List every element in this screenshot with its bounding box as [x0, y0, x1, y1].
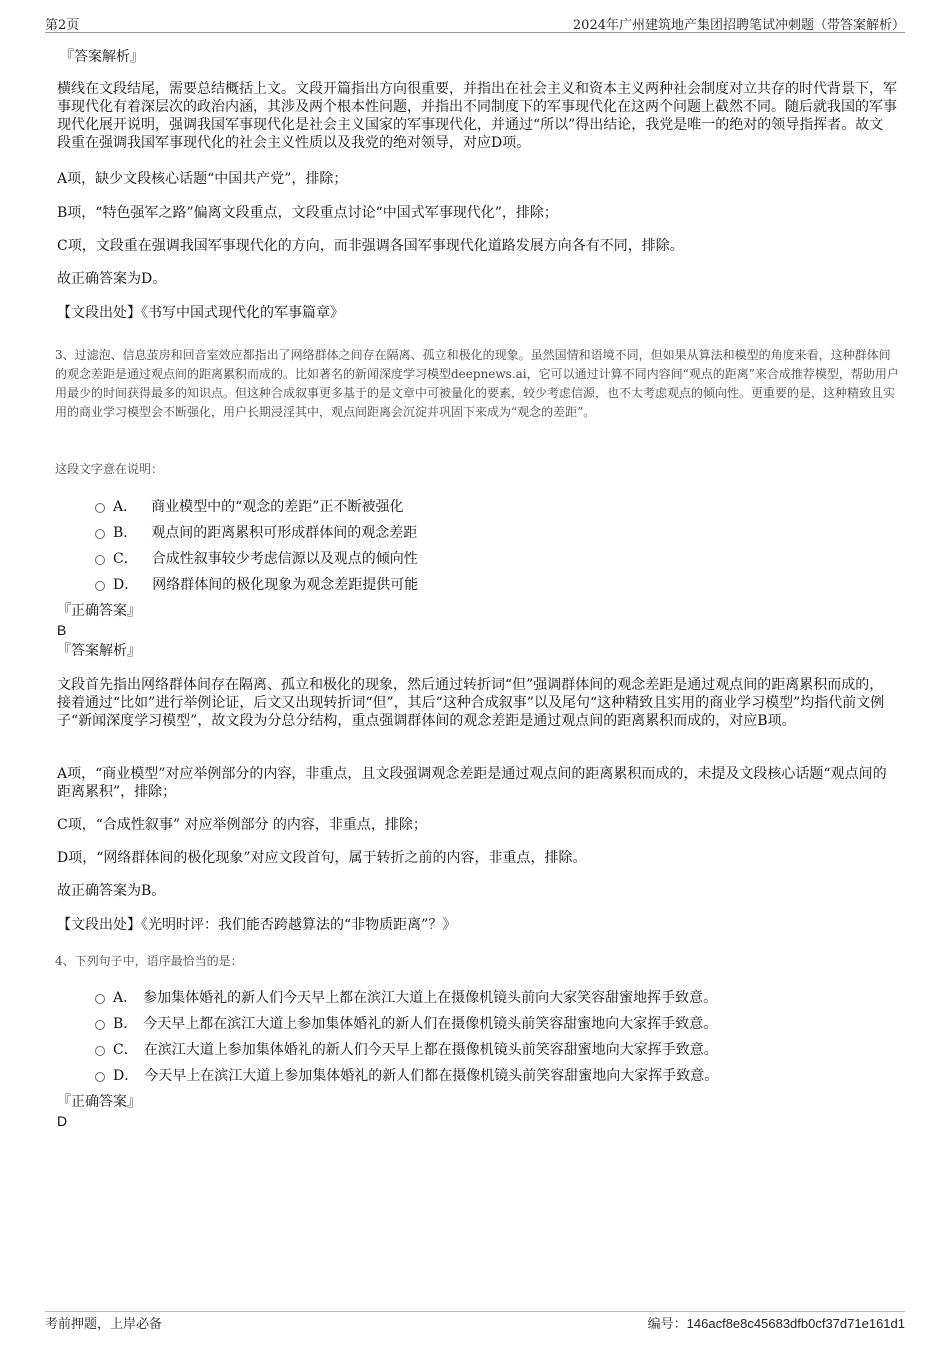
footer-divider [45, 1311, 905, 1312]
option-text: 参加集体婚礼的新人们今天早上都在滨江大道上在摄像机镜头前向大家笑容甜蜜地挥手致意。 [143, 990, 718, 1006]
document-title: 2024年广州建筑地产集团招聘笔试冲刺题（带答案解析） [572, 18, 905, 33]
analysis-label: 『答案解析』 [60, 49, 144, 65]
option-a-analysis: A项，缺少文段核心话题“中国共产党”，排除； [57, 171, 348, 187]
page-number: 第2页 [45, 18, 80, 33]
answer-label: 『正确答案』 [57, 603, 141, 619]
conclusion: 故正确答案为B。 [57, 883, 166, 899]
radio-icon[interactable] [95, 1072, 105, 1082]
conclusion: 故正确答案为D。 [57, 271, 167, 287]
option-text: 商业模型中的“观念的差距”正不断被强化 [151, 499, 404, 515]
option-letter: C． [113, 1042, 138, 1058]
question-3-option-b[interactable] [95, 522, 417, 542]
option-letter: C． [113, 551, 138, 567]
answer-value: D [57, 1113, 68, 1129]
radio-icon[interactable] [95, 1020, 105, 1030]
option-text: 在滨江大道上参加集体婚礼的新人们今天早上都在摄像机镜头前笑容甜蜜地向大家挥手致意。 [143, 1042, 718, 1058]
radio-icon[interactable] [95, 529, 105, 539]
option-c-analysis: C项，文段重在强调我国军事现代化的方向，而非强调各国军事现代化道路发展方向各有不同，排除。 [57, 238, 684, 254]
option-letter: D． [113, 577, 139, 593]
option-text: 网络群体间的极化现象为观念差距提供可能 [152, 577, 419, 593]
radio-icon[interactable] [95, 503, 105, 513]
answer-label: 『正确答案』 [57, 1094, 141, 1110]
radio-icon[interactable] [95, 555, 105, 565]
option-letter: A． [113, 990, 138, 1006]
document-code [648, 1313, 905, 1332]
question-3-option-c[interactable] [95, 548, 418, 568]
question-3-option-a[interactable] [95, 496, 403, 516]
option-text: 今天早上在滨江大道上参加集体婚礼的新人们都在摄像机镜头前笑容甜蜜地向大家挥手致意。 [144, 1068, 719, 1084]
option-letter: A． [113, 499, 138, 515]
question-4-option-d[interactable] [95, 1065, 718, 1085]
option-text: 观点间的距离累积可形成群体间的观念差距 [151, 525, 418, 541]
option-text: 今天早上都在滨江大道上参加集体婚礼的新人们在摄像机镜头前笑容甜蜜地向大家挥手致意。 [143, 1016, 718, 1032]
question-4-option-a[interactable] [95, 987, 717, 1007]
option-c-analysis: C项，“合成性叙事” 对应举例部分 的内容，非重点，排除； [57, 817, 427, 833]
option-a-analysis: A项，“商业模型”对应举例部分的内容，非重点，且文段强调观念差距是通过观点间的距离累积而成的，未提及文段核心话题“观点间的距离累积”，排除； [57, 766, 887, 800]
answer-value: B [57, 622, 67, 638]
header-divider [45, 32, 905, 33]
option-letter: B． [113, 525, 138, 541]
analysis-paragraph: 横线在文段结尾，需要总结概括上文。文段开篇指出方向很重要，并指出在社会主义和资本主义两种社会制度对立共存的时代背景下，军事现代化有着深层次的政治内涵，其涉及两个根本性问题，并指出不同制度下的军事现代化在这两个问题上截然不同。随后就我国的军事现代化展开说明，强调我国军事现代化是社会主义国家的军事现代化，并通过“所以”得出结论，我党是唯一的绝对的领导指挥者。故文段重在强调我国军事现代化的社会主义性质以及我党的绝对领导，对应D项。 [57, 81, 897, 151]
question-3-option-d[interactable] [95, 574, 418, 594]
source-citation: 【文段出处】《光明时评：我们能否跨越算法的“非物质距离”？》 [57, 917, 457, 933]
option-text: 合成性叙事较少考虑信源以及观点的倾向性 [151, 551, 418, 567]
source-citation: 【文段出处】《书写中国式现代化的军事篇章》 [57, 305, 344, 321]
question-4-option-c[interactable] [95, 1039, 718, 1059]
question-3-prompt: 这段文字意在说明： [55, 462, 164, 476]
analysis-label: 『答案解析』 [57, 643, 141, 659]
question-4-option-b[interactable] [95, 1013, 717, 1033]
code-value: 146acf8e8c45683dfb0cf37d71e161d1 [686, 1316, 905, 1331]
question-3-stem: 3、过滤泡、信息茧房和回音室效应都指出了网络群体之间存在隔离、孤立和极化的现象。虽然国情和语境不同，但如果从算法和模型的角度来看，这种群体间的观念差距是通过观点间的距离累积而成的。比如著名的新闻深度学习模型deepnews.ai，它可以通过计算不同内容间“观点的距离”来合成推荐模型，帮助用户用最少的时间获得最多的知识点。但这种合成叙事更多基于的是文章中可被量化的要素，较少考虑信源，也不太考虑观点的倾向性。更重要的是，这种精致且实用的商业学习模型会不断强化，用户长期浸淫其中，观点间距离会沉淀并巩固下来成为“观念的差距”。 [55, 348, 899, 419]
radio-icon[interactable] [95, 1046, 105, 1056]
code-label: 编号： [647, 1317, 687, 1332]
footer-slogan: 考前押题，上岸必备 [45, 1317, 163, 1332]
option-b-analysis: B项，“特色强军之路”偏离文段重点，文段重点讨论“中国式军事现代化”，排除； [57, 205, 558, 221]
analysis-paragraph: 文段首先指出网络群体间存在隔离、孤立和极化的现象，然后通过转折词“但”强调群体间的观念差距是通过观点间的距离累积而成的，接着通过“比如”进行举例论证，后文又出现转折词“但”，其后“这种合成叙事”以及尾句“这种精致且实用的商业学习模型”均指代前文例子“新闻深度学习模型”，故文段为分总分结构，重点强调群体间的观念差距是通过观点间的距离累积而成的，对应B项。 [57, 677, 885, 729]
radio-icon[interactable] [95, 581, 105, 591]
option-d-analysis: D项，“网络群体间的极化现象”对应文段首句，属于转折之前的内容，非重点，排除。 [57, 850, 587, 866]
radio-icon[interactable] [95, 994, 105, 1004]
question-4-stem: 4、下列句子中，语序最恰当的是： [55, 954, 243, 968]
option-letter: D． [113, 1068, 139, 1084]
option-letter: B． [113, 1016, 138, 1032]
